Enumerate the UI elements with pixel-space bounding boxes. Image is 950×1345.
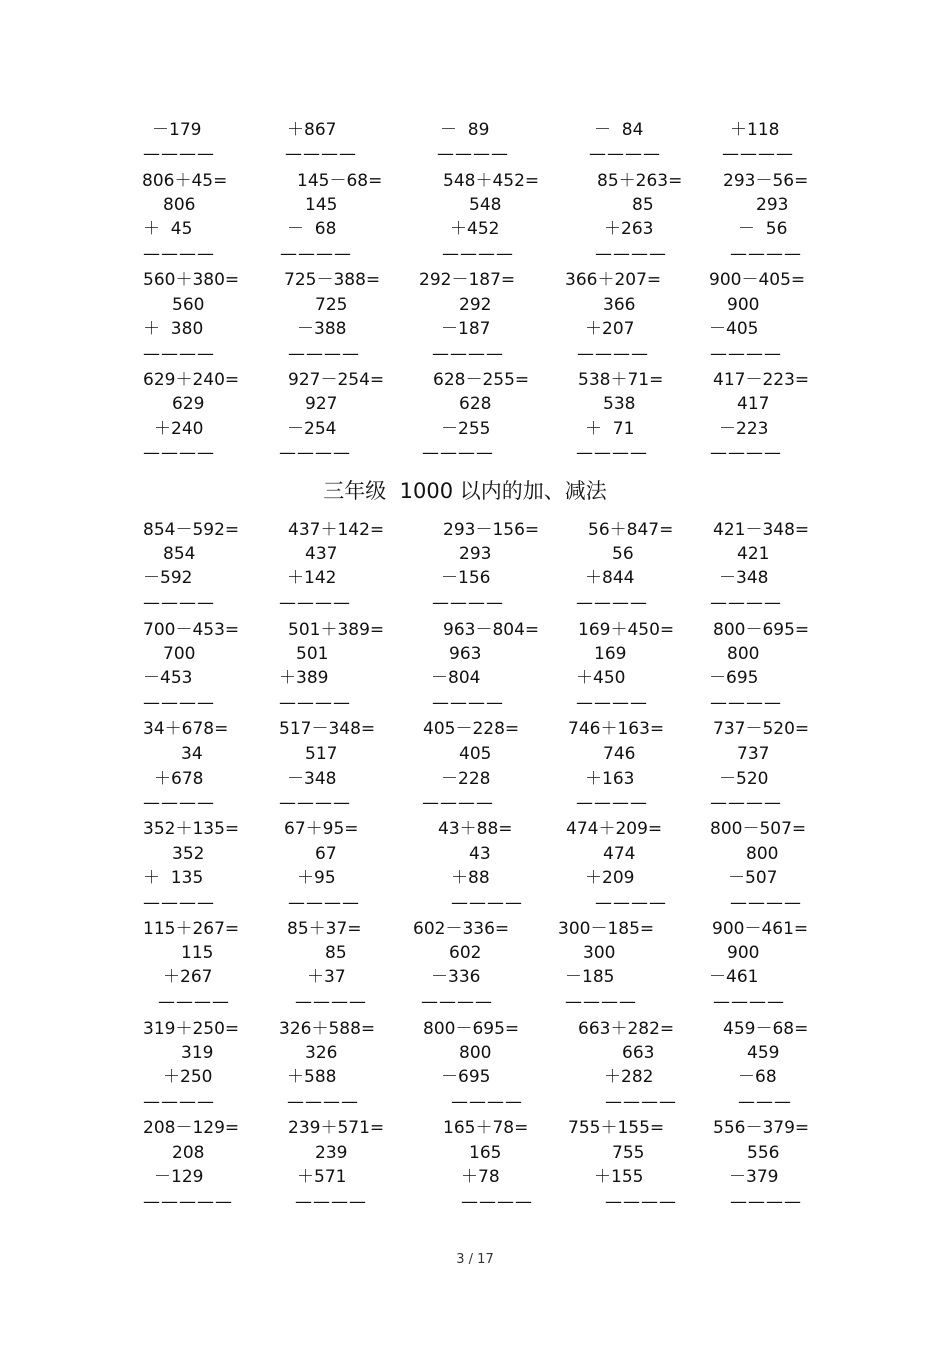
equation: 319＋250= — [143, 1019, 240, 1039]
equation: 629＋240= — [143, 370, 240, 390]
answer-line: ———— — [605, 1192, 677, 1212]
answer-line: ———— — [713, 992, 785, 1012]
equation: 300－185= — [558, 919, 655, 939]
page-number: 3 / 17 — [456, 1252, 494, 1267]
answer-line: ———— — [451, 893, 523, 913]
equation: 560＋380= — [143, 270, 240, 290]
first-number: 85 — [325, 943, 347, 963]
equation: 737－520= — [713, 719, 810, 739]
first-number: 517 — [305, 744, 338, 764]
answer-line: ———— — [158, 992, 230, 1012]
answer-line: ———— — [576, 693, 648, 713]
second-number: ＋ 71 — [585, 419, 635, 439]
second-number: ＋163 — [585, 769, 635, 789]
answer-line: ———— — [422, 443, 494, 463]
answer-line: ———— — [730, 244, 802, 264]
equation: 326＋588= — [279, 1019, 376, 1039]
second-number: ＋ 135 — [143, 868, 204, 888]
equation: 352＋135= — [143, 819, 240, 839]
equation: 663＋282= — [578, 1019, 675, 1039]
first-number: 34 — [181, 744, 203, 764]
first-number: 67 — [315, 844, 337, 864]
equation: 602－336= — [413, 919, 510, 939]
first-number: 963 — [449, 644, 482, 664]
answer-line: ———— — [576, 443, 648, 463]
answer-line: ———— — [280, 244, 352, 264]
second-number: ＋37 — [307, 967, 346, 987]
equation: 239＋571= — [288, 1118, 385, 1138]
second-number: ＋450 — [576, 668, 626, 688]
answer-line: ———— — [437, 144, 509, 164]
equation: 293－56= — [723, 171, 809, 191]
answer-line: ———— — [143, 693, 215, 713]
answer-line: ———— — [288, 893, 360, 913]
equation: 800－507= — [710, 819, 807, 839]
second-number: －129 — [154, 1167, 204, 1187]
answer-line: ———— — [576, 793, 648, 813]
first-number: 56 — [612, 544, 634, 564]
first-number: 800 — [727, 644, 760, 664]
answer-line: ———— — [451, 1092, 523, 1112]
answer-line: ———— — [143, 893, 215, 913]
second-number: －592 — [143, 568, 193, 588]
equation: 165＋78= — [443, 1118, 529, 1138]
first-number: 292 — [459, 295, 492, 315]
second-number: ＋263 — [604, 219, 654, 239]
first-number: 352 — [172, 844, 205, 864]
second-number: －185 — [565, 967, 615, 987]
second-number: －379 — [729, 1167, 779, 1187]
second-number: ＋452 — [450, 219, 500, 239]
second-number: －187 — [441, 319, 491, 339]
second-number: ＋207 — [585, 319, 635, 339]
answer-line: ———— — [143, 344, 215, 364]
answer-line: ———— — [143, 593, 215, 613]
first-number: 43 — [469, 844, 491, 864]
first-number: 629 — [172, 394, 205, 414]
equation: 43＋88= — [438, 819, 513, 839]
second-number: ＋209 — [585, 868, 635, 888]
answer-line: ———— — [577, 344, 649, 364]
second-number: －336 — [431, 967, 481, 987]
first-number: 854 — [163, 544, 196, 564]
equation: 556－379= — [713, 1118, 810, 1138]
first-number: 417 — [737, 394, 770, 414]
first-number: 602 — [449, 943, 482, 963]
equation: 900－461= — [712, 919, 809, 939]
first-number: 900 — [727, 295, 760, 315]
answer-line: ———— — [730, 1192, 802, 1212]
answer-line: ———— — [143, 443, 215, 463]
second-number: －461 — [709, 967, 759, 987]
first-number: 239 — [315, 1143, 348, 1163]
equation: 405－228= — [423, 719, 520, 739]
second-number: ＋571 — [297, 1167, 347, 1187]
first-number: 115 — [181, 943, 214, 963]
equation: 292－187= — [419, 270, 516, 290]
second-number: －254 — [287, 419, 337, 439]
first-number: 459 — [747, 1043, 780, 1063]
first-number: 538 — [603, 394, 636, 414]
first-number: 437 — [305, 544, 338, 564]
second-number: ＋142 — [287, 568, 337, 588]
section-title: 三年级 1000 以内的加、减法 — [323, 479, 607, 503]
first-number: 474 — [603, 844, 636, 864]
first-number: 405 — [459, 744, 492, 764]
second-number: －695 — [441, 1067, 491, 1087]
second-number: －255 — [441, 419, 491, 439]
answer-line: ———— — [279, 793, 351, 813]
first-number: 806 — [163, 195, 196, 215]
answer-line: ———— — [432, 344, 504, 364]
second-number: ＋844 — [585, 568, 635, 588]
answer-line: ————— — [143, 1192, 233, 1212]
first-number: 900 — [727, 943, 760, 963]
first-number: 746 — [603, 744, 636, 764]
answer-line: ———— — [710, 344, 782, 364]
second-number: －388 — [297, 319, 347, 339]
second-number: ＋250 — [163, 1067, 213, 1087]
operand-cell: － 84 — [594, 120, 644, 140]
equation: 85＋37= — [287, 919, 362, 939]
answer-line: ———— — [432, 593, 504, 613]
second-number: ＋ 380 — [143, 319, 204, 339]
operand-cell: －179 — [152, 120, 202, 140]
equation: 437＋142= — [288, 520, 385, 540]
equation: 746＋163= — [568, 719, 665, 739]
second-number: ＋78 — [461, 1167, 500, 1187]
answer-line: ——— — [738, 1092, 792, 1112]
first-number: 560 — [172, 295, 205, 315]
second-number: －68 — [738, 1067, 777, 1087]
first-number: 663 — [622, 1043, 655, 1063]
first-number: 737 — [737, 744, 770, 764]
equation: 293－156= — [443, 520, 540, 540]
equation: 800－695= — [423, 1019, 520, 1039]
first-number: 700 — [163, 644, 196, 664]
equation: 628－255= — [433, 370, 530, 390]
equation: 56＋847= — [588, 520, 674, 540]
second-number: －228 — [441, 769, 491, 789]
second-number: ＋155 — [594, 1167, 644, 1187]
second-number: －453 — [143, 668, 193, 688]
equation: 806＋45= — [142, 171, 228, 191]
answer-line: ———— — [605, 1092, 677, 1112]
second-number: ＋282 — [604, 1067, 654, 1087]
first-number: 319 — [181, 1043, 214, 1063]
first-number: 800 — [746, 844, 779, 864]
answer-line: ———— — [422, 793, 494, 813]
first-number: 556 — [747, 1143, 780, 1163]
equation: 421－348= — [713, 520, 810, 540]
second-number: －348 — [287, 769, 337, 789]
second-number: －520 — [719, 769, 769, 789]
answer-line: ———— — [589, 144, 661, 164]
answer-line: ———— — [595, 893, 667, 913]
operand-cell: ＋867 — [287, 120, 337, 140]
operand-cell: － 89 — [440, 120, 490, 140]
answer-line: ———— — [461, 1192, 533, 1212]
equation: 145－68= — [297, 171, 383, 191]
equation: 800－695= — [713, 620, 810, 640]
first-number: 293 — [459, 544, 492, 564]
answer-line: ———— — [279, 593, 351, 613]
first-number: 927 — [305, 394, 338, 414]
first-number: 85 — [632, 195, 654, 215]
first-number: 326 — [305, 1043, 338, 1063]
answer-line: ———— — [287, 1092, 359, 1112]
equation: 755＋155= — [568, 1118, 665, 1138]
equation: 366＋207= — [565, 270, 662, 290]
second-number: －804 — [431, 668, 481, 688]
first-number: 300 — [583, 943, 616, 963]
first-number: 800 — [459, 1043, 492, 1063]
first-number: 755 — [612, 1143, 645, 1163]
equation: 459－68= — [723, 1019, 809, 1039]
equation: 854－592= — [143, 520, 240, 540]
second-number: －223 — [719, 419, 769, 439]
answer-line: ———— — [295, 992, 367, 1012]
first-number: 145 — [305, 195, 338, 215]
second-number: ＋588 — [287, 1067, 337, 1087]
answer-line: ———— — [279, 443, 351, 463]
answer-line: ———— — [432, 693, 504, 713]
equation: 208－129= — [143, 1118, 240, 1138]
equation: 474＋209= — [566, 819, 663, 839]
second-number: －507 — [728, 868, 778, 888]
equation: 927－254= — [288, 370, 385, 390]
second-number: ＋267 — [163, 967, 213, 987]
second-number: －156 — [441, 568, 491, 588]
second-number: － 56 — [738, 219, 788, 239]
answer-line: ———— — [595, 244, 667, 264]
equation: 115＋267= — [143, 919, 240, 939]
answer-line: ———— — [722, 144, 794, 164]
answer-line: ———— — [421, 992, 493, 1012]
equation: 725－388= — [284, 270, 381, 290]
equation: 900－405= — [709, 270, 806, 290]
answer-line: ———— — [442, 244, 514, 264]
answer-line: ———— — [288, 344, 360, 364]
equation: 548＋452= — [443, 171, 540, 191]
answer-line: ———— — [710, 593, 782, 613]
second-number: ＋240 — [154, 419, 204, 439]
first-number: 725 — [315, 295, 348, 315]
second-number: ＋95 — [297, 868, 336, 888]
equation: 417－223= — [713, 370, 810, 390]
answer-line: ———— — [710, 693, 782, 713]
answer-line: ———— — [576, 593, 648, 613]
first-number: 366 — [603, 295, 636, 315]
first-number: 628 — [459, 394, 492, 414]
equation: 85＋263= — [597, 171, 683, 191]
equation: 517－348= — [279, 719, 376, 739]
answer-line: ———— — [285, 144, 357, 164]
operand-cell: ＋118 — [730, 120, 780, 140]
answer-line: ———— — [730, 893, 802, 913]
first-number: 501 — [296, 644, 329, 664]
first-number: 421 — [737, 544, 770, 564]
answer-line: ———— — [279, 693, 351, 713]
equation: 538＋71= — [578, 370, 664, 390]
first-number: 293 — [756, 195, 789, 215]
answer-line: ———— — [565, 992, 637, 1012]
second-number: ＋678 — [154, 769, 204, 789]
answer-line: ———— — [143, 1092, 215, 1112]
first-number: 169 — [594, 644, 627, 664]
second-number: － 68 — [287, 219, 337, 239]
first-number: 165 — [469, 1143, 502, 1163]
second-number: －348 — [719, 568, 769, 588]
second-number: ＋ 45 — [143, 219, 193, 239]
equation: 169＋450= — [578, 620, 675, 640]
answer-line: ———— — [710, 443, 782, 463]
answer-line: ———— — [710, 793, 782, 813]
equation: 34＋678= — [143, 719, 229, 739]
second-number: ＋88 — [451, 868, 490, 888]
equation: 501＋389= — [288, 620, 385, 640]
equation: 963－804= — [443, 620, 540, 640]
equation: 700－453= — [143, 620, 240, 640]
answer-line: ———— — [143, 244, 215, 264]
answer-line: ———— — [295, 1192, 367, 1212]
first-number: 208 — [172, 1143, 205, 1163]
first-number: 548 — [469, 195, 502, 215]
second-number: －405 — [709, 319, 759, 339]
second-number: ＋389 — [279, 668, 329, 688]
answer-line: ———— — [143, 144, 215, 164]
second-number: －695 — [709, 668, 759, 688]
answer-line: ———— — [143, 793, 215, 813]
equation: 67＋95= — [284, 819, 359, 839]
